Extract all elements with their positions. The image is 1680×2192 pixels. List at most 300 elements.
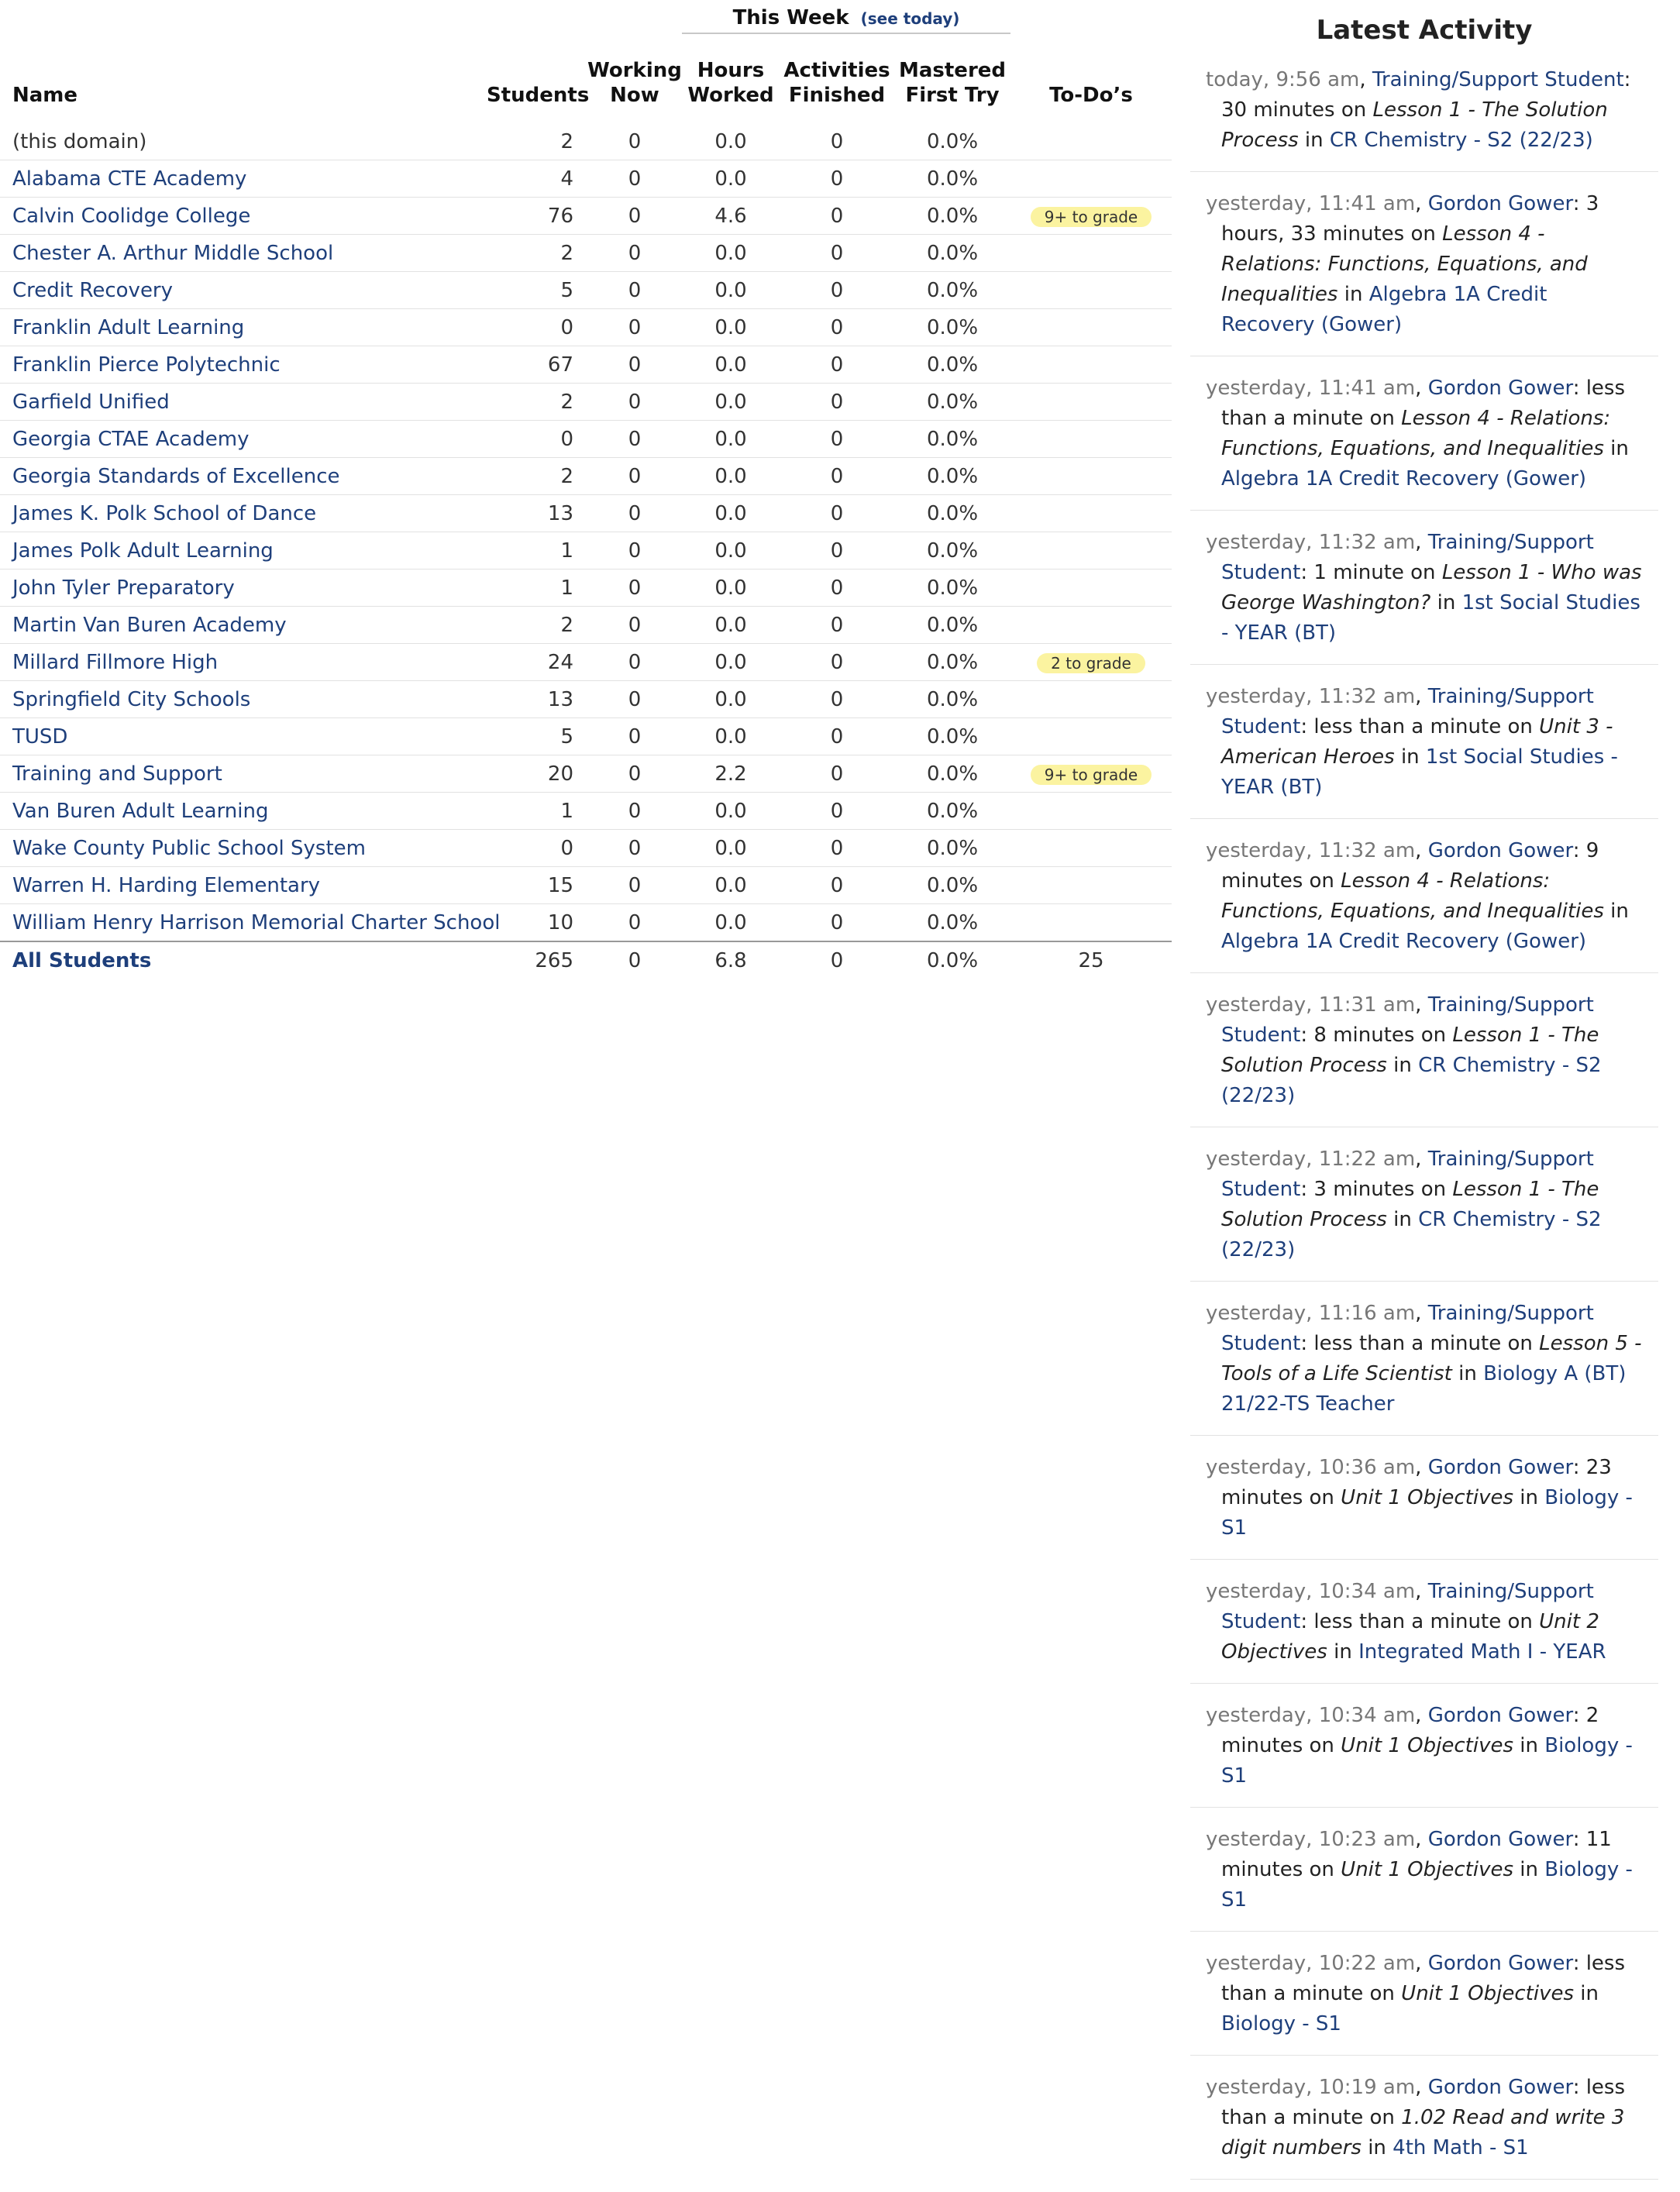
activity-duration: : less than a minute on [1221, 377, 1626, 430]
activity-course-link[interactable]: Biology - S1 [1221, 1858, 1633, 1912]
activity-course-link[interactable]: Biology - S1 [1221, 1486, 1633, 1540]
domain-stats-table [0, 0, 1172, 979]
activity-item: yesterday, 10:19 am, Gordon Gower: less than a minute on 1.02 Read and write 3 digit numbers in 4th Math - S1 [1190, 2068, 1658, 2180]
total-row [0, 941, 1172, 979]
todo-cell [1010, 793, 1172, 830]
activity-duration: : less than a minute on [1221, 2076, 1626, 2129]
domain-name-cell [0, 904, 501, 942]
activity-course-link[interactable]: Biology A (BT) 21/22-TS Teacher [1221, 1362, 1627, 1416]
hours-worked-cell: 0.0 [682, 570, 780, 607]
mastered-first-try-cell: 0.0% [894, 830, 1010, 867]
activity-item-title: Lesson 1 - Who was George Washington? [1221, 561, 1642, 614]
working-now-cell: 0 [587, 904, 682, 942]
table-row [0, 421, 1172, 458]
todo-badge[interactable]: 9+ to grade [1031, 207, 1152, 227]
activity-time: yesterday, 11:32 am [1206, 531, 1416, 554]
domain-name-cell [0, 421, 487, 458]
activity-duration: : less than a minute on [1300, 715, 1540, 738]
activity-time: yesterday, 11:16 am [1206, 1302, 1416, 1325]
working-now-cell: 0 [587, 421, 682, 458]
activity-item-title: Lesson 1 - The Solution Process [1221, 98, 1608, 152]
table-row [0, 793, 1172, 830]
domain-link[interactable]: Millard Fillmore High [12, 650, 219, 674]
todo-cell [1010, 235, 1172, 272]
todo-cell [1010, 570, 1172, 607]
domain-name-cell [0, 346, 487, 384]
activities-finished-cell: 0 [780, 235, 894, 272]
activity-in-text: in [1574, 1982, 1599, 2005]
activities-finished-cell: 0 [780, 755, 894, 793]
activity-item: yesterday, 10:34 am, Gordon Gower: 2 minutes on Unit 1 Objectives in Biology - S1 [1190, 1696, 1658, 1808]
activity-course-link[interactable]: Biology - S1 [1221, 2012, 1341, 2035]
activity-item-title: Lesson 5 - Tools of a Life Scientist [1221, 1332, 1642, 1385]
activities-finished-cell: 0 [780, 198, 894, 235]
activity-in-text: in [1430, 591, 1462, 614]
todo-cell [1010, 421, 1172, 458]
todos-column-header: To-Do’s [1049, 84, 1133, 107]
activities-finished-cell: 0 [780, 867, 894, 904]
domain-link[interactable]: James K. Polk School of Dance [12, 501, 317, 525]
working-now-cell: 0 [587, 644, 682, 681]
activities-finished-cell: 0 [780, 123, 894, 160]
activity-item: today, 9:56 am, Training/Support Student: 30 minutes on Lesson 1 - The Solution Process in CR Chemistry - S2 (22/23) [1190, 60, 1658, 172]
activities-finished-cell: 0 [780, 607, 894, 644]
hours-worked-cell: 0.0 [682, 272, 780, 309]
hours-worked-cell: 0.0 [682, 793, 780, 830]
activities-finished-cell: 0 [780, 830, 894, 867]
domain-name-cell [0, 607, 487, 644]
table-row [0, 384, 1172, 421]
mastered-first-try-cell: 0.0% [894, 123, 1010, 160]
mastered-first-try-cell: 0.0% [894, 346, 1010, 384]
todo-cell [1010, 160, 1172, 198]
working-now-cell: 0 [587, 755, 682, 793]
activity-item-title: Lesson 4 - Relations: Functions, Equations, and Inequalities [1221, 407, 1611, 460]
working-now-cell: 0 [587, 495, 682, 532]
activities-finished-cell: 0 [780, 384, 894, 421]
working-now-cell: 0 [587, 570, 682, 607]
activity-user-link[interactable]: Training/Support Student [1221, 1148, 1594, 1201]
mastered-first-try-cell: 0.0% [894, 755, 1010, 793]
students-cell: 4 [487, 160, 587, 198]
todo-cell [1010, 644, 1172, 681]
activity-in-text: in [1603, 437, 1629, 460]
all-students-link[interactable]: All Students [12, 948, 152, 972]
activity-item-title: Lesson 1 - The Solution Process [1221, 1178, 1599, 1231]
mastered-first-try-cell: 0.0% [894, 793, 1010, 830]
domain-link[interactable]: Franklin Adult Learning [12, 315, 245, 339]
activity-course-link[interactable]: 1st Social Studies - YEAR (BT) [1221, 745, 1618, 799]
activity-duration: : 30 minutes on [1221, 68, 1631, 122]
mastered-first-try-cell: 0.0% [894, 198, 1010, 235]
mastered-first-try-cell: 0.0% [894, 941, 1010, 979]
activity-user-link[interactable]: Training/Support Student [1221, 1580, 1594, 1633]
domain-name-cell [0, 123, 487, 160]
activity-user-link[interactable]: Gordon Gower [1427, 192, 1573, 215]
domain-name-cell [0, 458, 487, 495]
domain-link[interactable]: Garfield Unified [12, 390, 170, 414]
domain-name-cell [0, 495, 487, 532]
mastered-first-try-column-header[interactable]: Mastered First Try [898, 59, 1007, 107]
domain-link[interactable]: William Henry Harrison Memorial Charter School [12, 910, 501, 934]
students-cell: 0 [487, 830, 587, 867]
activities-finished-cell: 0 [780, 681, 894, 718]
activity-user-link[interactable]: Gordon Gower [1427, 839, 1573, 862]
activity-duration: : 3 hours, 33 minutes on [1221, 192, 1599, 246]
activity-user-link[interactable]: Training/Support Student [1221, 1302, 1594, 1355]
hours-worked-cell: 0.0 [682, 681, 780, 718]
domain-link[interactable]: Warren H. Harding Elementary [12, 873, 321, 897]
todo-cell [1010, 718, 1172, 755]
see-today-link[interactable]: (see today) [860, 9, 960, 28]
activity-in-text: in [1603, 900, 1629, 923]
students-cell: 10 [487, 904, 587, 942]
domain-name-cell [0, 160, 487, 198]
domain-link[interactable]: TUSD [12, 724, 68, 748]
activity-user-link[interactable]: Gordon Gower [1427, 1952, 1573, 1975]
activity-time: yesterday, 10:23 am [1206, 1828, 1416, 1851]
domain-link[interactable]: Wake County Public School System [12, 836, 366, 860]
this-week-header [682, 0, 1010, 33]
working-now-cell: 0 [587, 309, 682, 346]
domain-link[interactable]: Chester A. Arthur Middle School [12, 241, 334, 265]
table-row [0, 570, 1172, 607]
domain-name-cell [0, 718, 487, 755]
activity-in-text: in [1513, 1734, 1545, 1757]
todo-cell [1010, 830, 1172, 867]
mastered-first-try-cell: 0.0% [894, 272, 1010, 309]
domain-name-cell [0, 272, 487, 309]
students-cell: 1 [487, 570, 587, 607]
activity-item-title: Unit 1 Objectives [1341, 1486, 1513, 1509]
students-cell: 1 [487, 532, 587, 570]
todo-cell [1010, 532, 1172, 570]
domain-name-cell [0, 309, 487, 346]
students-cell: 0 [487, 421, 587, 458]
activity-course-link[interactable]: CR Chemistry - S2 (22/23) [1329, 129, 1593, 152]
activities-finished-cell: 0 [780, 458, 894, 495]
table-row [0, 532, 1172, 570]
activity-in-text: in [1298, 129, 1330, 152]
table-row [0, 346, 1172, 384]
table-row [0, 123, 1172, 160]
activity-user-link[interactable]: Gordon Gower [1427, 377, 1573, 400]
activity-course-link[interactable]: Algebra 1A Credit Recovery (Gower) [1221, 467, 1587, 490]
activity-item: yesterday, 11:41 am, Gordon Gower: 3 hours, 33 minutes on Lesson 4 - Relations: Functions, Equations, and Inequalities in Algebra 1A Credit Recovery (Gower) [1190, 184, 1658, 356]
hours-worked-cell: 0.0 [682, 235, 780, 272]
mastered-first-try-cell: 0.0% [894, 867, 1010, 904]
todo-cell [1010, 123, 1172, 160]
activity-in-text: in [1513, 1486, 1545, 1509]
activity-user-link[interactable]: Training/Support Student [1221, 531, 1594, 584]
students-cell: 24 [487, 644, 587, 681]
activity-item-title: Unit 2 Objectives [1221, 1610, 1599, 1664]
activity-user-link[interactable]: Gordon Gower [1427, 1456, 1573, 1479]
activity-item-title: Lesson 4 - Relations: Functions, Equations, and Inequalities [1221, 222, 1588, 306]
working-now-column-header[interactable]: Working Now [587, 59, 682, 107]
activities-finished-cell: 0 [780, 272, 894, 309]
domain-name-cell [0, 235, 487, 272]
this-week-label: This Week [732, 6, 849, 29]
domain-name-cell [0, 570, 487, 607]
working-now-cell: 0 [587, 123, 682, 160]
activity-item: yesterday, 11:41 am, Gordon Gower: less than a minute on Lesson 4 - Relations: Functions, Equations, and Inequalities in Algebra 1A Credit Recovery (Gower) [1190, 369, 1658, 511]
name-column-header[interactable]: Name [12, 84, 78, 107]
activities-finished-column-header[interactable]: Activities Finished [783, 59, 890, 107]
working-now-cell: 0 [587, 867, 682, 904]
activity-duration: : 11 minutes on [1221, 1828, 1612, 1881]
activity-user-link[interactable]: Training/Support Student [1221, 685, 1594, 738]
students-cell: 2 [487, 384, 587, 421]
students-cell: 2 [487, 607, 587, 644]
domain-link[interactable]: John Tyler Preparatory [12, 576, 235, 600]
activity-duration: : less than a minute on [1221, 1952, 1626, 2005]
domain-name-cell [0, 644, 487, 681]
mastered-first-try-cell: 0.0% [894, 384, 1010, 421]
activity-item: yesterday, 11:32 am, Gordon Gower: 9 minutes on Lesson 4 - Relations: Functions, Equations, and Inequalities in Algebra 1A Credit Recovery (Gower) [1190, 831, 1658, 973]
activity-duration: : 3 minutes on [1300, 1178, 1453, 1201]
table-row [0, 495, 1172, 532]
activity-duration: : 9 minutes on [1221, 839, 1599, 893]
students-cell: 67 [487, 346, 587, 384]
working-now-cell: 0 [587, 272, 682, 309]
activities-finished-cell: 0 [780, 346, 894, 384]
activity-time: yesterday, 11:41 am [1206, 192, 1416, 215]
activity-course-link[interactable]: 4th Math - S1 [1393, 2136, 1529, 2159]
activities-finished-cell: 0 [780, 570, 894, 607]
activity-time: yesterday, 11:41 am [1206, 377, 1416, 400]
activity-item: yesterday, 10:36 am, Gordon Gower: 23 minutes on Unit 1 Objectives in Biology - S1 [1190, 1448, 1658, 1560]
activity-course-link[interactable]: CR Chemistry - S2 (22/23) [1221, 1054, 1602, 1107]
activity-course-link[interactable]: Biology - S1 [1221, 1734, 1633, 1788]
hours-worked-cell: 0.0 [682, 644, 780, 681]
latest-activity-title: Latest Activity [1316, 15, 1533, 46]
hours-worked-cell: 0.0 [682, 867, 780, 904]
students-cell: 5 [487, 272, 587, 309]
activity-duration: : less than a minute on [1300, 1332, 1540, 1355]
activity-duration: : less than a minute on [1300, 1610, 1540, 1633]
hours-worked-cell: 2.2 [682, 755, 780, 793]
table-row [0, 904, 1172, 942]
domain-name-cell [0, 867, 487, 904]
hours-worked-cell: 0.0 [682, 532, 780, 570]
activity-item-title: Lesson 1 - The Solution Process [1221, 1024, 1599, 1077]
activity-item-title: Unit 1 Objectives [1401, 1982, 1574, 2005]
activities-finished-cell: 0 [780, 941, 894, 979]
mastered-first-try-cell: 0.0% [894, 570, 1010, 607]
activity-course-link[interactable]: CR Chemistry - S2 (22/23) [1221, 1208, 1602, 1261]
activity-item: yesterday, 11:32 am, Training/Support Student: less than a minute on Unit 3 - American Heroes in 1st Social Studies - YEAR (BT) [1190, 677, 1658, 819]
working-now-cell: 0 [587, 458, 682, 495]
activity-in-text: in [1327, 1640, 1359, 1664]
todo-cell [1010, 904, 1172, 942]
hours-worked-cell: 0.0 [682, 384, 780, 421]
domain-link[interactable]: Credit Recovery [12, 278, 174, 302]
activity-item: yesterday, 11:16 am, Training/Support Student: less than a minute on Lesson 5 - Tools of a Life Scientist in Biology A (BT) 21/22-TS Teacher [1190, 1294, 1658, 1436]
activity-item-title: 1.02 Read and write 3 digit numbers [1221, 2106, 1625, 2159]
domain-name-cell [0, 755, 487, 793]
activities-finished-cell: 0 [780, 160, 894, 198]
table-row [0, 644, 1172, 681]
todo-badge[interactable]: 9+ to grade [1031, 765, 1152, 785]
mastered-first-try-cell: 0.0% [894, 458, 1010, 495]
activities-finished-cell: 0 [780, 421, 894, 458]
activity-item-title: Unit 1 Objectives [1341, 1734, 1513, 1757]
domain-link[interactable]: Calvin Coolidge College [12, 204, 251, 228]
activity-item-title: Unit 1 Objectives [1341, 1858, 1513, 1881]
students-cell: 13 [487, 681, 587, 718]
domain-name-cell [0, 198, 487, 235]
table-row [0, 681, 1172, 718]
working-now-cell: 0 [587, 681, 682, 718]
domain-name-cell [0, 384, 487, 421]
domain-name-cell [0, 532, 487, 570]
students-cell: 20 [487, 755, 587, 793]
table-row [0, 718, 1172, 755]
domain-link[interactable]: Alabama CTE Academy [12, 167, 247, 191]
activity-time: yesterday, 11:31 am [1206, 993, 1416, 1017]
activities-finished-cell: 0 [780, 309, 894, 346]
working-now-cell: 0 [587, 532, 682, 570]
activity-time: yesterday, 10:36 am [1206, 1456, 1416, 1479]
mastered-first-try-cell: 0.0% [894, 495, 1010, 532]
hours-worked-cell: 0.0 [682, 421, 780, 458]
table-row [0, 272, 1172, 309]
activity-duration: : 8 minutes on [1300, 1024, 1453, 1047]
table-row [0, 198, 1172, 235]
activities-finished-cell: 0 [780, 904, 894, 942]
todo-cell [1010, 198, 1172, 235]
activity-user-link[interactable]: Training/Support Student [1372, 68, 1624, 91]
activity-course-link[interactable]: 1st Social Studies - YEAR (BT) [1221, 591, 1640, 645]
todo-cell [1010, 495, 1172, 532]
activity-time: yesterday, 11:22 am [1206, 1148, 1416, 1171]
students-cell: 15 [487, 867, 587, 904]
activities-finished-cell: 0 [780, 495, 894, 532]
mastered-first-try-cell: 0.0% [894, 904, 1010, 942]
working-now-cell: 0 [587, 941, 682, 979]
working-now-cell: 0 [587, 235, 682, 272]
domain-link[interactable]: Springfield City Schools [12, 687, 251, 711]
table-row [0, 755, 1172, 793]
activity-time: yesterday, 10:34 am [1206, 1704, 1416, 1727]
domain-link[interactable]: Van Buren Adult Learning [12, 799, 269, 823]
activity-in-text: in [1513, 1858, 1545, 1881]
activity-item: yesterday, 11:31 am, Training/Support Student: 8 minutes on Lesson 1 - The Solution Process in CR Chemistry - S2 (22/23) [1190, 986, 1658, 1127]
activity-time: yesterday, 11:32 am [1206, 685, 1416, 708]
mastered-first-try-cell: 0.0% [894, 235, 1010, 272]
activity-time: yesterday, 10:22 am [1206, 1952, 1416, 1975]
domain-link[interactable]: James Polk Adult Learning [12, 539, 274, 563]
activity-user-link[interactable]: Gordon Gower [1427, 1704, 1573, 1727]
students-cell: 2 [487, 123, 587, 160]
domain-name-cell [0, 941, 487, 979]
activity-time: today, 9:56 am [1206, 68, 1360, 91]
mastered-first-try-cell: 0.0% [894, 681, 1010, 718]
mastered-first-try-cell: 0.0% [894, 421, 1010, 458]
hours-worked-cell: 0.0 [682, 123, 780, 160]
activity-time: yesterday, 10:34 am [1206, 1580, 1416, 1603]
activity-in-text: in [1451, 1362, 1484, 1385]
domain-stats-panel [0, 0, 1172, 979]
table-row [0, 160, 1172, 198]
activity-item: yesterday, 10:34 am, Training/Support Student: less than a minute on Unit 2 Objectives in Integrated Math I - YEAR [1190, 1572, 1658, 1684]
students-column-header[interactable]: Students [487, 84, 590, 107]
mastered-first-try-cell: 0.0% [894, 532, 1010, 570]
activity-item: yesterday, 10:22 am, Gordon Gower: less than a minute on Unit 1 Objectives in Biology - S1 [1190, 1944, 1658, 2056]
activity-in-text: in [1386, 1208, 1419, 1231]
domain-name-cell [0, 830, 487, 867]
domain-link[interactable]: Franklin Pierce Polytechnic [12, 353, 281, 377]
domain-link[interactable]: Martin Van Buren Academy [12, 613, 287, 637]
students-cell: 2 [487, 458, 587, 495]
hours-worked-cell: 4.6 [682, 198, 780, 235]
hours-worked-cell: 0.0 [682, 830, 780, 867]
working-now-cell: 0 [587, 793, 682, 830]
working-now-cell: 0 [587, 160, 682, 198]
activity-item-title: Unit 3 - American Heroes [1221, 715, 1613, 769]
students-cell: 2 [487, 235, 587, 272]
latest-activity-panel [1190, 0, 1658, 2192]
activity-user-link[interactable]: Gordon Gower [1427, 1828, 1573, 1851]
todo-cell [1010, 755, 1172, 793]
todo-cell [1010, 272, 1172, 309]
domain-link[interactable]: Training and Support [12, 762, 222, 786]
students-cell: 265 [487, 941, 587, 979]
students-cell: 0 [487, 309, 587, 346]
table-row [0, 607, 1172, 644]
activities-finished-cell: 0 [780, 532, 894, 570]
mastered-first-try-cell: 0.0% [894, 309, 1010, 346]
domain-name-text: (this domain) [12, 129, 147, 153]
todo-cell [1010, 867, 1172, 904]
activities-finished-cell: 0 [780, 644, 894, 681]
working-now-cell: 0 [587, 718, 682, 755]
students-cell: 76 [487, 198, 587, 235]
hours-worked-column-header[interactable]: Hours Worked [687, 59, 774, 107]
domain-link[interactable]: Georgia CTAE Academy [12, 427, 250, 451]
activity-course-link[interactable]: Integrated Math I - YEAR [1358, 1640, 1606, 1664]
todo-cell [1010, 681, 1172, 718]
mastered-first-try-cell: 0.0% [894, 607, 1010, 644]
activity-duration: : 2 minutes on [1221, 1704, 1599, 1757]
domain-name-cell [0, 793, 487, 830]
activity-list [1190, 60, 1658, 2180]
hours-worked-cell: 0.0 [682, 309, 780, 346]
table-row [0, 867, 1172, 904]
hours-worked-cell: 0.0 [682, 458, 780, 495]
activity-item: yesterday, 11:22 am, Training/Support Student: 3 minutes on Lesson 1 - The Solution Process in CR Chemistry - S2 (22/23) [1190, 1140, 1658, 1282]
activity-duration: : 1 minute on [1300, 561, 1442, 584]
hours-worked-cell: 0.0 [682, 904, 780, 942]
activity-course-link[interactable]: Algebra 1A Credit Recovery (Gower) [1221, 283, 1547, 336]
table-row [0, 830, 1172, 867]
activity-course-link[interactable]: Algebra 1A Credit Recovery (Gower) [1221, 930, 1587, 953]
activity-item: yesterday, 10:23 am, Gordon Gower: 11 minutes on Unit 1 Objectives in Biology - S1 [1190, 1820, 1658, 1932]
activity-in-text: in [1386, 1054, 1419, 1077]
table-row [0, 309, 1172, 346]
table-row [0, 458, 1172, 495]
activity-user-link[interactable]: Training/Support Student [1221, 993, 1594, 1047]
hours-worked-cell: 0.0 [682, 607, 780, 644]
activities-finished-cell: 0 [780, 793, 894, 830]
mastered-first-try-cell: 0.0% [894, 644, 1010, 681]
activity-user-link[interactable]: Gordon Gower [1427, 2076, 1573, 2099]
hours-worked-cell: 6.8 [682, 941, 780, 979]
domain-link[interactable]: Georgia Standards of Excellence [12, 464, 340, 488]
todo-cell [1010, 607, 1172, 644]
todo-badge[interactable]: 2 to grade [1037, 653, 1145, 673]
